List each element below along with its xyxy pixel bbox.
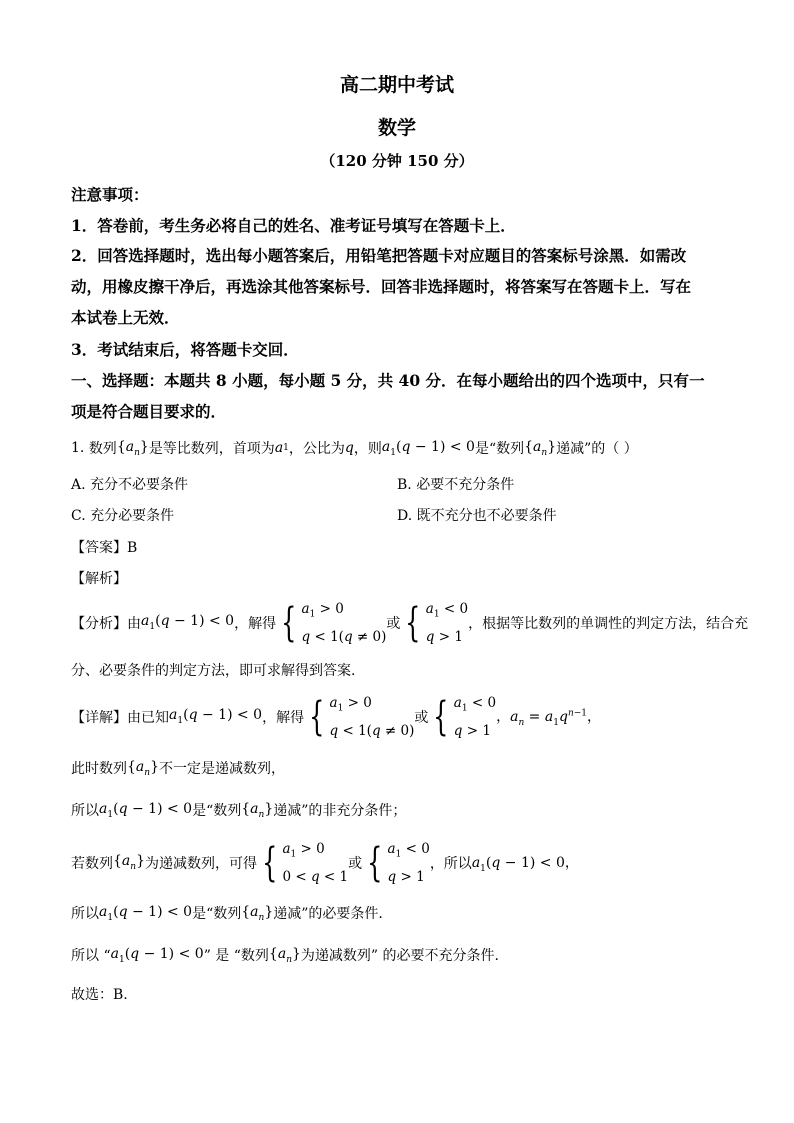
option-b: B. 必要不充分条件 — [397, 477, 515, 493]
section-heading-line-1: 一、选择题：本题共 8 小题，每小题 5 分，共 40 分．在每小题给出的四个选项中，只有一 — [71, 371, 705, 390]
line-e: 所以 “ $a_1(q - 1) < 0$ ” 是 “数列 $\{a_n\}$ 为递减数列” 的必要不充分条件. — [71, 945, 499, 965]
subject-title: 数学 — [377, 117, 416, 139]
note-item-2-line-2: 动，用橡皮擦干净后，再选涂其他答案标号．回答非选择题时，将答案写在答题卡上．写在 — [71, 277, 692, 296]
option-a: A. 充分不必要条件 — [71, 477, 189, 493]
note-item-3: 3．考试结束后，将答题卡交回． — [71, 340, 299, 359]
note-item-2-line-3: 本试卷上无效． — [71, 308, 180, 327]
answer-line: 【答案】B — [71, 540, 138, 556]
line-a: 此时数列 $\{a_n\}$ 不一定是递减数列， — [71, 758, 285, 778]
exam-title: 高二期中考试 — [339, 74, 454, 96]
line-d: 所以 $a_1(q - 1) < 0$ 是“数列 $\{a_n\}$ 递减”的必要条件. — [71, 903, 383, 923]
note-item-2-line-1: 2．回答选择题时，选出每小题答案后，用铅笔把答题卡对应题目的答案标号涂黑．如需改 — [71, 246, 687, 265]
fenxi-line: 【分析】 由 $a_1(q - 1) < 0$ ，解得 { $a_1 > 0$ q < 1(q ≠ 0) 或 { $a_1 < 0$ q > 1 ，根据等比数列的单调性的判定方法，结合充 — [71, 599, 749, 646]
notes-heading: 注意事项： — [71, 185, 149, 204]
analysis-tag: 【解析】 — [71, 571, 127, 587]
question-1-stem: 1. 数列 $\{a_n\}$ 是等比数列，首项为 a 1 ，公比为 q ，则 $a_1(q - 1) < 0$ 是“数列 $\{a_n\}$ 递减”的（ ） — [71, 438, 638, 458]
line-c: 若数列 $\{a_n\}$ 为递减数列，可得 { $a_1 > 0$ 0 < q < 1 或 { $a_1 < 0$ q > 1 ，所以 $a_1(q - 1) < 0$， — [71, 839, 579, 886]
final-answer: 故选：B. — [71, 987, 128, 1003]
option-c: C. 充分必要条件 — [71, 508, 175, 524]
option-d: D. 既不充分也不必要条件 — [397, 508, 557, 524]
xiangjie-line: 【详解】 由已知 $a_1(q - 1) < 0$ ，解得 { $a_1 > 0$ q < 1(q ≠ 0) 或 { $a_1 < 0$ q > 1 ，$a_n = a_1q^{n-1}$， — [71, 693, 602, 740]
note-item-1: 1．答卷前，考生务必将自己的姓名、准考证号填写在答题卡上． — [71, 216, 516, 235]
fenxi-line-2: 分、必要条件的判定方法，即可求解得到答案. — [71, 663, 356, 679]
line-b: 所以 $a_1(q - 1) < 0$ 是“数列 $\{a_n\}$ 递减”的非充分条件； — [71, 800, 407, 820]
time-score: （120 分钟 150 分） — [320, 152, 474, 170]
section-heading-line-2: 项是符合题目要求的． — [71, 402, 227, 421]
